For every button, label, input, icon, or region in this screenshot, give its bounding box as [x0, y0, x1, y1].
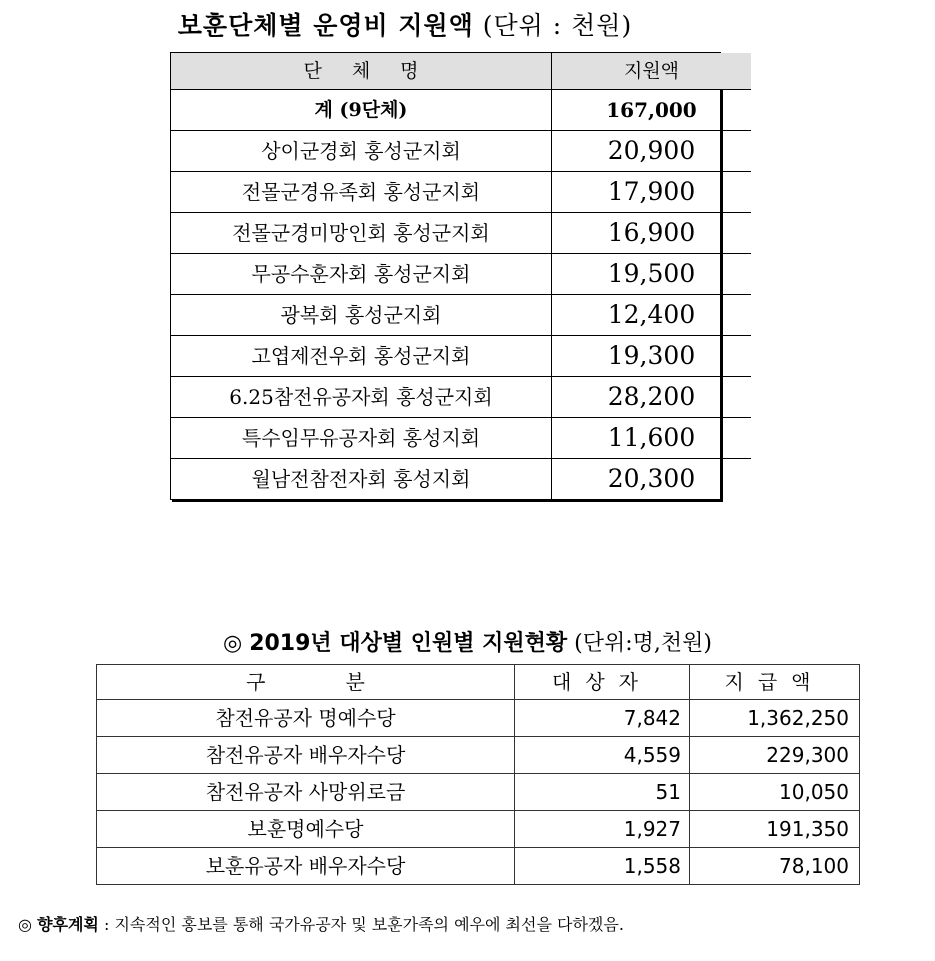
future-plan-label: 향후계획 — [37, 915, 99, 934]
circle-bullet-icon: ◎ — [18, 915, 32, 934]
payment-amount: 10,050 — [690, 774, 860, 811]
table-row — [171, 172, 751, 213]
org-amount: 19,500 — [552, 254, 752, 295]
table1-total-row — [171, 90, 751, 131]
future-plan-text: : 지속적인 홍보를 통해 국가유공자 및 보훈가족의 예우에 최선을 다하겠음. — [103, 915, 624, 934]
table2-header-count: 대상자 — [515, 665, 690, 700]
payment-amount: 1,362,250 — [690, 700, 860, 737]
table1-total-amount: 167,000 — [552, 90, 752, 131]
benefit-category: 참전유공자 명예수당 — [97, 700, 515, 737]
org-name: 전몰군경유족회 홍성군지회 — [171, 172, 552, 213]
org-name: 광복회 홍성군지회 — [171, 295, 552, 336]
org-name: 고엽제전우회 홍성군지회 — [171, 336, 552, 377]
org-name: 전몰군경미망인회 홍성군지회 — [171, 213, 552, 254]
table-row — [171, 213, 751, 254]
table2-unit: (단위:명,천원) — [574, 631, 713, 656]
benefit-category: 참전유공자 사망위로금 — [97, 774, 515, 811]
recipient-count: 1,558 — [515, 848, 690, 885]
org-name: 월남전참전자회 홍성지회 — [171, 459, 552, 500]
table1-header-amount: 지원액 — [552, 53, 752, 90]
table1-title-text: 보훈단체별 운영비 지원액 — [177, 11, 474, 40]
payment-amount: 191,350 — [690, 811, 860, 848]
table-row — [171, 459, 751, 500]
benefit-category: 보훈유공자 배우자수당 — [97, 848, 515, 885]
table-row — [171, 254, 751, 295]
recipient-count: 51 — [515, 774, 690, 811]
table-row — [97, 737, 860, 774]
org-name: 특수임무유공자회 홍성지회 — [171, 418, 552, 459]
future-plan-note — [18, 912, 624, 935]
org-name: 상이군경회 홍성군지회 — [171, 131, 552, 172]
org-amount: 17,900 — [552, 172, 752, 213]
org-amount: 12,400 — [552, 295, 752, 336]
org-amount: 28,200 — [552, 377, 752, 418]
org-name: 6.25참전유공자회 홍성군지회 — [171, 377, 552, 418]
table1-header-row — [171, 53, 751, 90]
table-row — [97, 848, 860, 885]
org-amount: 16,900 — [552, 213, 752, 254]
table1-header-name: 단체명 — [171, 53, 552, 90]
table-row — [97, 811, 860, 848]
org-name: 무공수훈자회 홍성군지회 — [171, 254, 552, 295]
table1-title — [0, 6, 810, 42]
table-row — [171, 131, 751, 172]
table2-header-category: 구분 — [97, 665, 515, 700]
org-amount: 20,900 — [552, 131, 752, 172]
table-row — [171, 377, 751, 418]
table1 — [170, 52, 721, 500]
payment-amount: 78,100 — [690, 848, 860, 885]
table1-total-name: 계 (9단체) — [171, 90, 552, 131]
org-amount: 11,600 — [552, 418, 752, 459]
table2-header-row — [97, 665, 860, 700]
table-row — [97, 774, 860, 811]
table1-unit: (단위 : 천원) — [482, 11, 633, 40]
recipient-count: 1,927 — [515, 811, 690, 848]
table2 — [96, 664, 860, 885]
recipient-count: 7,842 — [515, 700, 690, 737]
table2-title-text: 2019년 대상별 인원별 지원현황 — [249, 631, 568, 656]
recipient-count: 4,559 — [515, 737, 690, 774]
table2-header-amount: 지급액 — [690, 665, 860, 700]
org-amount: 19,300 — [552, 336, 752, 377]
org-amount: 20,300 — [607, 464, 696, 493]
table-row — [171, 295, 751, 336]
table2-title — [0, 626, 935, 657]
circle-bullet-icon: ◎ — [222, 631, 243, 656]
table-row — [97, 700, 860, 737]
table-row — [171, 418, 751, 459]
payment-amount: 229,300 — [690, 737, 860, 774]
table-row — [171, 336, 751, 377]
benefit-category: 참전유공자 배우자수당 — [97, 737, 515, 774]
benefit-category: 보훈명예수당 — [97, 811, 515, 848]
